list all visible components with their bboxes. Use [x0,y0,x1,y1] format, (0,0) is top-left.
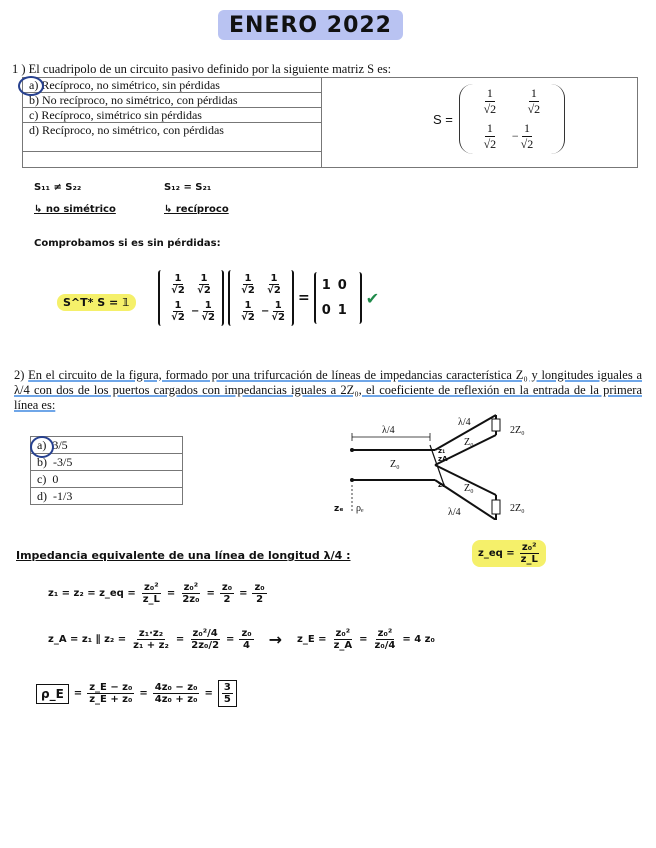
option-row[interactable]: d) -1/3 [31,488,183,505]
result-box: $\frac{3}{5}$ [218,680,237,707]
label-lambda4-lower: λ/4 [448,507,461,518]
unitary-check: $\frac{1}{√2}$ $\frac{1}{√2}$ $\frac{1}{√2}$ − $\frac{1}{√2}$ $\frac{1}{√2}$ $\frac{1}{√2}$ $\frac{1}{√2}$ − $\frac{1}{√2}$ = 1 0 0 1 ✔ [158,270,379,326]
note-line-3: ρ_E = $\frac{\text{z\_E − z₀}}{\text{z\_E + z₀}}$ = $\frac{\text{4z₀ − z₀}}{\text{4z₀ + z₀}}$ = $\frac{3}{5}$ [36,680,237,707]
load-resistor-lower [492,500,500,514]
option-row[interactable] [23,123,322,152]
label-ze: zₑ [334,504,344,514]
option-row[interactable] [23,108,322,123]
check-icon: ✔ [365,288,380,308]
label-z0-lower: Z₀ [464,483,474,494]
label-z2: z₂ [438,481,446,489]
option-row[interactable] [23,93,322,108]
question-1-options [22,77,322,152]
note-s11: S₁₁ ≠ S₂₂ [34,182,82,193]
question-2-number: 2) [14,368,25,382]
label-z0-upper: Z₀ [464,437,474,448]
question-1-number: 1 ) [12,62,26,76]
matrix-left: $\frac{1}{√2}$ $\frac{1}{√2}$ $\frac{1}{√2}$ − $\frac{1}{√2}$ [158,270,224,326]
matrix-label: S = [433,111,453,127]
label-load-upper: 2Z₀ [510,425,525,436]
option-row[interactable]: a) 3/5 [31,437,183,454]
label-z0-main: Z₀ [390,459,400,470]
question-1-box [22,77,638,168]
note-no-simetrico: ↳ no simétrico [34,204,116,215]
label-load-lower: 2Z₀ [510,503,525,514]
matrix-right: $\frac{1}{√2}$ $\frac{1}{√2}$ $\frac{1}{√2}$ − $\frac{1}{√2}$ [228,270,294,326]
matrix-body: $\frac{1}{√2}$ $\frac{1}{√2}$ $\frac{1}{√2}$ − $\frac{1}{√2}$ [459,84,565,154]
note-s12: S₁₂ = S₂₁ [164,182,212,193]
label-rho: ρₑ [356,503,364,514]
option-row[interactable] [23,78,322,93]
option-text: No recíproco, no simétrico, con pérdidas [42,93,238,107]
label-lambda4-upper: λ/4 [458,417,471,428]
option-text: Recíproco, no simétrico, sin pérdidas [41,78,220,92]
question-2-statement: En el circuito de la figura, formado por una trifurcación de líneas de impedancias característica Z₀ y longitudes iguales a λ/4 con dos de los puertos cargados con impedancias iguales a 2Z₀, el coeficiente de reflexión en la entrada de la primera línea es: [14,368,642,412]
question-1-statement: El cuadripolo de un circuito pasivo definido por la siguiente matriz S es: [28,62,392,76]
option-row[interactable]: b) -3/5 [31,454,183,471]
option-letter: d) [29,123,39,137]
trifurcation-figure [320,405,550,520]
note-zeq-highlight: z_eq = $\frac{\text{z₀²}}{z\_L}$ [472,540,546,567]
load-resistor-upper [492,419,500,431]
question-1-text [12,62,642,77]
arrow-icon: → [268,630,283,649]
note-unitary: S^T* S = 𝟙 [57,294,136,311]
answer-circle [18,76,44,96]
option-letter: c) [29,108,39,122]
note-line-2: z_A = z₁ ∥ z₂ = $\frac{\text{z₁·z₂}}{\text{z₁ + z₂}}$ = $\frac{\text{z₀²/4}}{\text{2z₀/2}}$ = $\frac{\text{z₀}}{4}$ → z_E = $\frac{\text{z₀²}}{z\_A}$ = $\frac{\text{z₀²}}{\text{z₀/4}}$ = 4 z₀ [48,628,435,651]
option-letter: a) [29,78,39,92]
label-z1: z₁ [438,447,446,455]
option-row[interactable]: c) 0 [31,471,183,488]
note-heading: Impedancia equivalente de una línea de longitud λ/4 : [16,549,351,562]
note-line-1: z₁ = z₂ = z_eq = $\frac{\text{z₀²}}{z\_L}$ = $\frac{\text{z₀²}}{\text{2z₀}}$ = $\frac{\text{z₀}}{2}$ = $\frac{\text{z₀}}{2}$ [48,582,265,605]
page-title: ENERO 2022 [218,10,403,40]
note-comprobamos: Comprobamos si es sin pérdidas: [34,238,221,249]
label-lambda4-main: λ/4 [382,425,395,436]
option-text: Recíproco, no simétrico, con pérdidas [42,123,224,137]
rho-box: ρ_E [36,684,69,704]
s-matrix [433,84,565,154]
answer-circle [30,436,54,458]
label-za: zA [438,455,448,463]
option-letter: b) [29,93,39,107]
note-reciproco: ↳ recíproco [164,204,229,215]
identity-matrix: 1 0 0 1 [314,272,362,324]
option-text: Recíproco, simétrico sin pérdidas [41,108,202,122]
